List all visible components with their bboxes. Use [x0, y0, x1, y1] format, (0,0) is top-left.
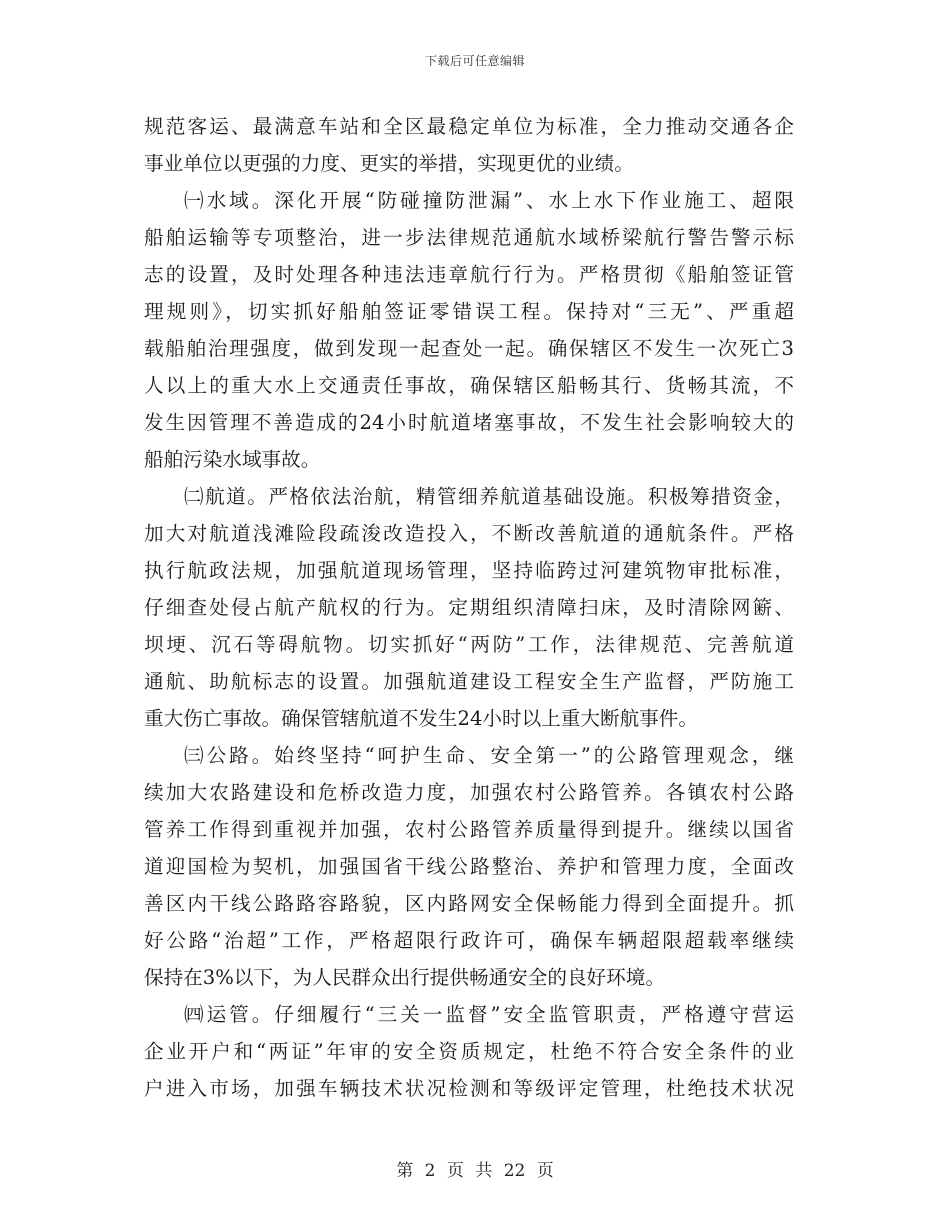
- text-line: 重大伤亡事故。确保管辖航道不发生24小时以上重大断航事件。: [144, 707, 698, 730]
- text-line: 理规则》，切实抓好船舶签证零错误工程。保持对“三无”、严重超: [144, 300, 794, 323]
- text-line: 执行航政法规，加强航道现场管理，坚持临跨过河建筑物审批标准，: [144, 559, 794, 582]
- text-line: 志的设置，及时处理各种违法违章航行行为。严格贯彻《船舶签证管: [144, 263, 794, 286]
- text-line: 户进入市场，加强车辆技术状况检测和等级评定管理，杜绝技术状况: [144, 1077, 794, 1100]
- text-line: 道迎国检为契机，加强国省干线公路整治、养护和管理力度，全面改: [144, 855, 794, 878]
- text-line: 管养工作得到重视并加强，农村公路管养质量得到提升。继续以国省: [144, 818, 794, 841]
- text-line: 仔细查处侵占航产航权的行为。定期组织清障扫床，及时清除网簖、: [144, 596, 794, 619]
- text-line: ㈣运管。仔细履行“三关一监督”安全监管职责，严格遵守营运: [184, 1003, 794, 1026]
- text-line: 保持在3%以下，为人民群众出行提供畅通安全的良好环境。: [144, 966, 665, 989]
- text-line: 通航、助航标志的设置。加强航道建设工程安全生产监督，严防施工: [144, 670, 794, 693]
- text-line: 好公路“治超”工作，严格超限行政许可，确保车辆超限超载率继续: [144, 929, 794, 952]
- text-line: 善区内干线公路路容路貌，区内路网安全保畅能力得到全面提升。抓: [144, 892, 794, 915]
- page-header-note: 下载后可任意编辑: [424, 54, 525, 68]
- text-line: 规范客运、最满意车站和全区最稳定单位为标准，全力推动交通各企: [144, 115, 794, 138]
- text-line: 船舶污染水域事故。: [144, 448, 321, 471]
- document-body: [144, 108, 794, 1107]
- text-line: 坝埂、沉石等碍航物。切实抓好“两防”工作，法律规范、完善航道: [144, 633, 794, 656]
- text-line: 续加大农路建设和危桥改造力度，加强农村公路管养。各镇农村公路: [144, 781, 794, 804]
- text-line: 发生因管理不善造成的24小时航道堵塞事故，不发生社会影响较大的: [144, 411, 794, 434]
- text-line: ㈡航道。严格依法治航，精管细养航道基础设施。积极筹措资金，: [184, 485, 794, 508]
- text-line: 载船舶治理强度，做到发现一起查处一起。确保辖区不发生一次死亡3: [144, 337, 794, 360]
- text-line: 船舶运输等专项整治，进一步法律规范通航水域桥梁航行警告警示标: [144, 226, 794, 249]
- text-line: ㈠水域。深化开展“防碰撞防泄漏”、水上水下作业施工、超限: [184, 189, 794, 212]
- text-line: 加大对航道浅滩险段疏浚改造投入，不断改善航道的通航条件。严格: [144, 522, 794, 545]
- page-number: 第 2 页 共 22 页: [396, 1161, 554, 1181]
- text-line: ㈢公路。始终坚持“呵护生命、安全第一”的公路管理观念，继: [184, 744, 794, 767]
- text-line: 人以上的重大水上交通责任事故，确保辖区船畅其行、货畅其流，不: [144, 374, 794, 397]
- text-line: 企业开户和“两证”年审的安全资质规定，杜绝不符合安全条件的业: [144, 1040, 794, 1063]
- text-line: 事业单位以更强的力度、更实的举措，实现更优的业绩。: [144, 152, 634, 175]
